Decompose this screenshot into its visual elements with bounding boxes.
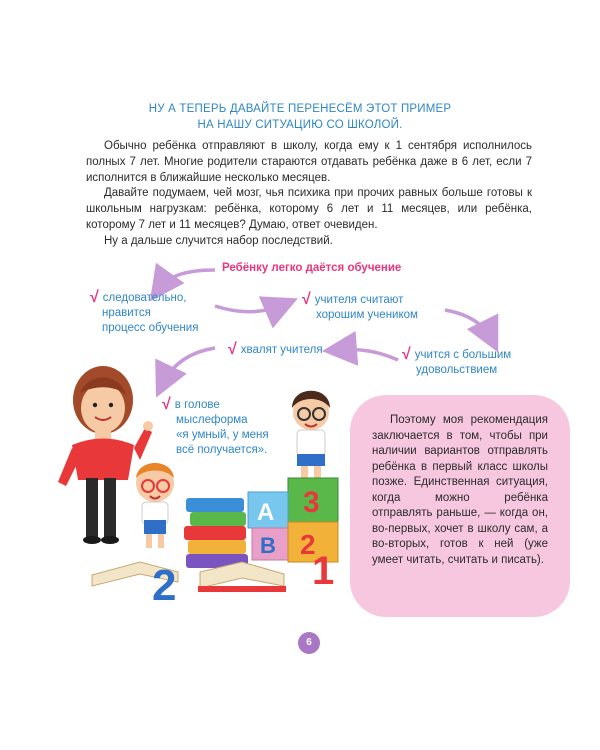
cycle-item-1: √ следовательно, нравится процесс обучения [90,289,199,334]
block-digit-3: 3 [303,486,320,519]
recommendation-box [350,395,570,617]
cycle-item-2: √ учителя считают хорошим учеником [302,291,418,321]
book-stack [184,498,248,568]
floor-digit-2: 2 [152,561,177,610]
floor-items [90,561,286,610]
check-icon: √ [162,396,171,413]
paragraph-3: Ну а дальше случится набор последствий. [104,235,333,247]
block-letter-b: B [260,533,276,558]
block-digit-2: 2 [300,529,316,560]
boy-right-figure [292,391,330,478]
check-icon: √ [228,341,237,358]
paragraph-1: Обычно ребёнка отправляют в школу, когда ему к 1 сентября исполнилось полных 7 лет. Многие родители стараются отдавать ребёнка даже в 6 лет, если 7 исполнится в ближайшие несколько месяцев. [86,140,532,184]
cycle-item-3: √ хвалят учителя [228,341,323,358]
title-line-1: НУ А ТЕПЕРЬ ДАВАЙТЕ ПЕРЕНЕСЁМ ЭТОТ ПРИМЕР [148,103,452,115]
paragraph-2: Давайте подумаем, чей мозг, чья психика при прочих равных больше готовы к школьным нагрузкам: ребёнка, которому 6 лет и 11 месяцев, или ребёнка, которому 7 лет и 11 месяцев? Думаю, ответ очевиден. [86,187,532,231]
check-icon: √ [402,346,411,363]
arrow-5 [162,348,215,385]
cycle-item-4: √ учится с большим удовольствием [402,346,512,376]
page-number: 6 [298,632,320,654]
title-line-2: НА НАШУ СИТУАЦИЮ СО ШКОЛОЙ. [197,119,403,131]
cycle-item-5: √ в голове мыслеформа «я умный, у меня всё получается». [162,396,269,456]
arrow-1 [158,270,215,290]
boy-left-figure [136,463,174,548]
arrow-3 [445,310,492,340]
cycle-start-label: Ребёнку легко даётся обучение [222,262,402,274]
recommendation-text: Поэтому моя рекомендация заключается в том, чтобы при наличии вариантов отправлять ребёнка в первый класс школы позже. Единственная ситуация, когда можно ребёнка отправлять раньше, — когда он, во-первых, хочет в школу сам, а во-вторых, готов к ней (уже умеет читать, считать и писать). [372,414,548,566]
block-digit-1: 1 [312,549,335,593]
teacher-figure [58,366,153,544]
check-icon: √ [90,289,99,306]
block-letter-a: A [257,499,275,526]
check-icon: √ [302,291,311,308]
